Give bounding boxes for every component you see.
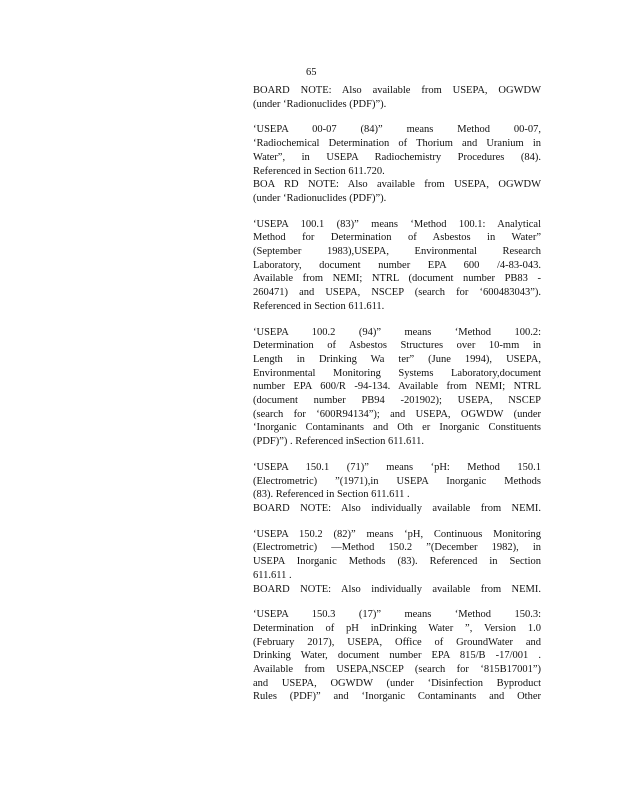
text-line: (83). Referenced in Section 611.611 . (253, 489, 410, 501)
text-line: Laboratory, document number EPA 600 /4-83-043. (253, 259, 541, 271)
paragraph-usepa-150-2 (253, 528, 541, 597)
text-line: Length in Drinking Wa ter” (June 1994), USEPA, (253, 353, 541, 365)
text-line: (Electrometric) —Method 150.2 ”(December 1982), in (253, 542, 541, 554)
paragraph-board-note-radionuclides (253, 84, 541, 111)
text-line: ‘USEPA 150.3 (17)” means ‘Method 150.3: (253, 609, 541, 621)
text-line: Environmental Monitoring Systems Laboratory,document (253, 367, 541, 379)
text-line: Available from NEMI; NTRL (document number PB83 - (253, 273, 541, 285)
text-line: (PDF)”) . Referenced inSection 611.611. (253, 436, 424, 448)
text-line: Drinking Water, document number EPA 815/B -17/001 . (253, 650, 541, 662)
text-line: and USEPA, OGWDW (under ‘Disinfection Byproduct (253, 677, 541, 689)
text-line: BOA RD NOTE: Also available from USEPA, OGWDW (253, 179, 541, 191)
text-line: BOARD NOTE: Also individually available from NEMI. (253, 502, 541, 514)
text-line: (under ‘Radionuclides (PDF)”). (253, 98, 387, 110)
text-line: (Electrometric) ”(1971),in USEPA Inorganic Methods (253, 475, 541, 487)
paragraph-usepa-00-07 (253, 123, 541, 205)
text-line: ‘USEPA 100.2 (94)” means ‘Method 100.2: (253, 326, 541, 338)
text-line: (document number PB94 -201902); USEPA, NSCEP (253, 395, 541, 407)
text-line: ‘USEPA 100.1 (83)” means ‘Method 100.1: Analytical (253, 218, 541, 230)
paragraph-usepa-150-3 (253, 608, 541, 704)
text-line: BOARD NOTE: Also individually available from NEMI. (253, 583, 541, 595)
text-line: (under ‘Radionuclides (PDF)”). (253, 192, 387, 204)
text-line: ‘USEPA 150.2 (82)” means ‘pH, Continuous Monitoring (253, 528, 541, 540)
text-line: USEPA Inorganic Methods (83). Referenced in Section (253, 556, 541, 568)
text-line: (February 2017), USEPA, Office of GroundWater and (253, 636, 541, 648)
text-line: Referenced in Section 611.611. (253, 300, 385, 312)
text-line: ‘Inorganic Contaminants and Oth er Inorganic Constituents (253, 422, 541, 434)
text-line: number EPA 600/R -94-134. Available from NEMI; NTRL (253, 381, 541, 393)
paragraph-usepa-100-2 (253, 326, 541, 449)
text-line: ‘USEPA 150.1 (71)” means ‘pH: Method 150.1 (253, 461, 541, 473)
text-line: Available from USEPA,NSCEP (search for ‘815B17001”) (253, 664, 541, 676)
text-line: Determination of pH inDrinking Water ”, Version 1.0 (253, 622, 541, 634)
text-line: Referenced in Section 611.720. (253, 165, 385, 177)
text-column (253, 84, 541, 716)
text-line: 260471) and USEPA, NSCEP (search for ‘600483043”). (253, 287, 541, 299)
text-line: Rules (PDF)” and ‘Inorganic Contaminants and Other (253, 691, 541, 703)
text-line: 611.611 . (253, 569, 292, 581)
page-number: 65 (306, 67, 317, 78)
text-line: Water”, in USEPA Radiochemistry Procedures (84). (253, 151, 541, 163)
text-line: (search for ‘600R94134”); and USEPA, OGWDW (under (253, 408, 541, 420)
text-line: ‘Radiochemical Determination of Thorium and Uranium in (253, 138, 541, 150)
text-line: BOARD NOTE: Also available from USEPA, OGWDW (253, 85, 541, 96)
text-line: (September 1983),USEPA, Environmental Research (253, 246, 541, 258)
paragraph-usepa-150-1 (253, 461, 541, 516)
text-line: ‘USEPA 00-07 (84)” means Method 00-07, (253, 124, 541, 136)
text-line: Method for Determination of Asbestos in Water” (253, 232, 541, 244)
text-line: Determination of Asbestos Structures over 10-mm in (253, 340, 541, 352)
paragraph-usepa-100-1 (253, 218, 541, 314)
